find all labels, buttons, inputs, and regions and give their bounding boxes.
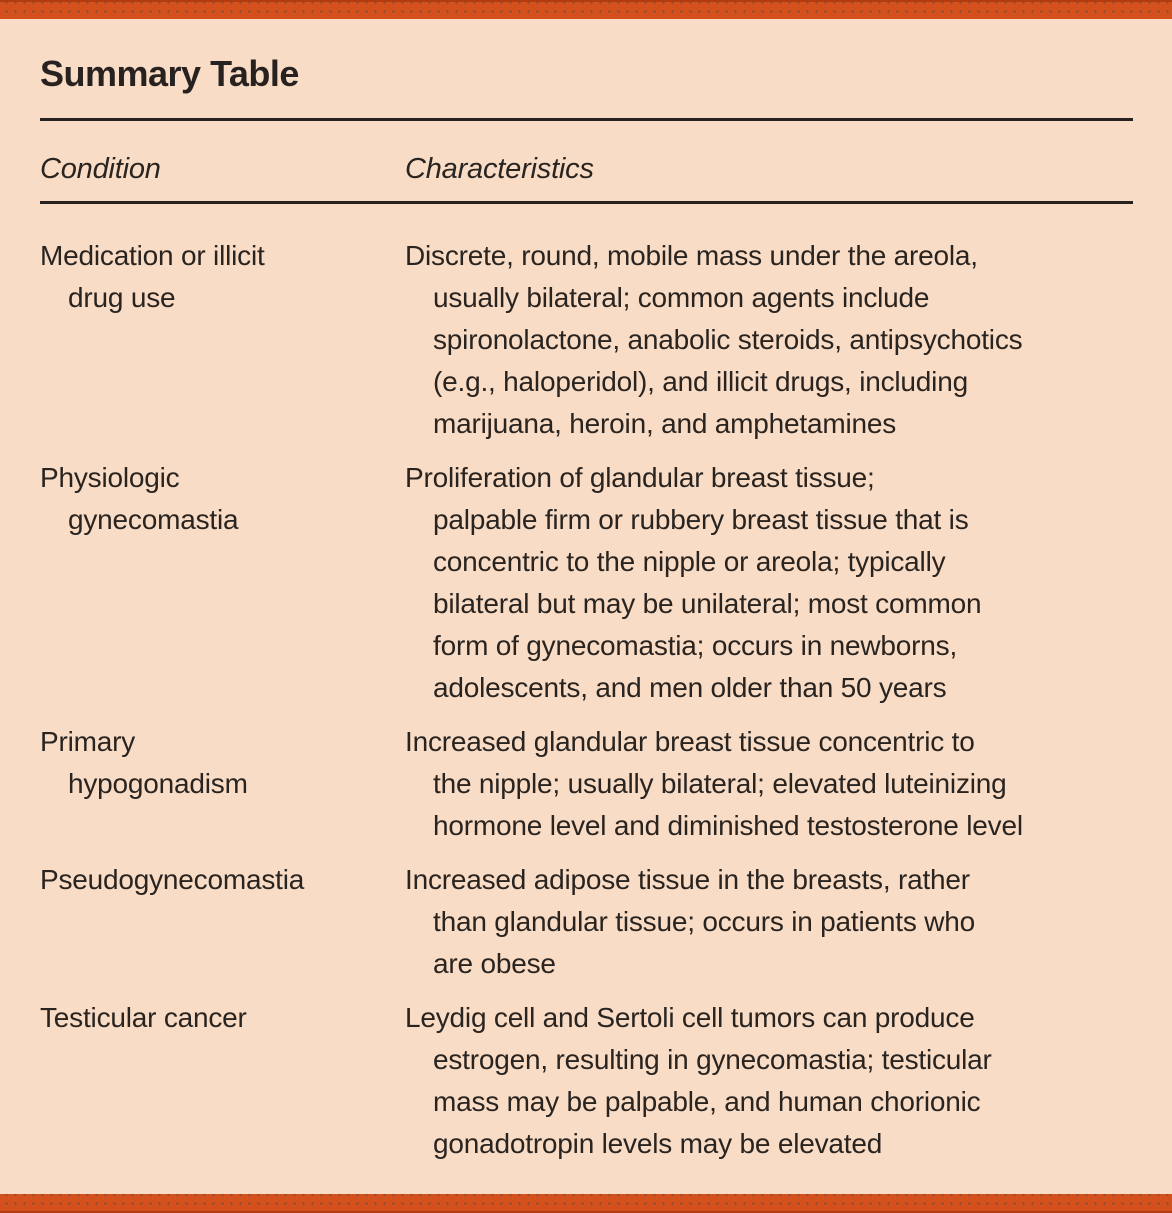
- characteristics-line: mass may be palpable, and human chorionic: [433, 1086, 981, 1117]
- characteristics-cell: [405, 721, 1133, 847]
- characteristics-cell: [405, 997, 1133, 1165]
- characteristics-cell: [405, 457, 1133, 709]
- characteristics-line: hormone level and diminished testosterone level: [433, 810, 1023, 841]
- column-header-condition: Condition: [40, 153, 161, 185]
- characteristics-line: Increased adipose tissue in the breasts, rather: [405, 864, 970, 895]
- characteristics-line: concentric to the nipple or areola; typically: [433, 546, 946, 577]
- column-header-characteristics: Characteristics: [405, 153, 594, 185]
- characteristics-line: adolescents, and men older than 50 years: [433, 672, 947, 703]
- characteristics-cell: [405, 235, 1133, 445]
- characteristics-cell: [405, 859, 1133, 985]
- table-row: [40, 457, 1133, 709]
- condition-line: Medication or illicit: [40, 240, 265, 271]
- characteristics-line: than glandular tissue; occurs in patients who: [433, 906, 975, 937]
- condition-line: drug use: [68, 282, 176, 313]
- bottom-accent-bar: [0, 1194, 1172, 1213]
- characteristics-line: the nipple; usually bilateral; elevated luteinizing: [433, 768, 1007, 799]
- characteristics-line: marijuana, heroin, and amphetamines: [433, 408, 897, 439]
- condition-cell: [40, 997, 405, 1165]
- characteristics-line: Proliferation of glandular breast tissue;: [405, 462, 875, 493]
- condition-line: hypogonadism: [68, 768, 248, 799]
- condition-line: Physiologic: [40, 462, 180, 493]
- condition-line: Pseudogynecomastia: [40, 864, 305, 895]
- condition-line: gynecomastia: [68, 504, 239, 535]
- table-body: [40, 204, 1133, 1165]
- condition-cell: [40, 859, 405, 985]
- characteristics-line: gonadotropin levels may be elevated: [433, 1128, 883, 1159]
- title-rule: [40, 118, 1133, 121]
- table-header-row: [40, 148, 1133, 190]
- characteristics-line: Discrete, round, mobile mass under the areola,: [405, 240, 978, 271]
- characteristics-line: Increased glandular breast tissue concentric to: [405, 726, 975, 757]
- characteristics-line: form of gynecomastia; occurs in newborns,: [433, 630, 958, 661]
- table-row: [40, 235, 1133, 445]
- table-row: [40, 721, 1133, 847]
- characteristics-line: Leydig cell and Sertoli cell tumors can produce: [405, 1002, 975, 1033]
- characteristics-line: usually bilateral; common agents include: [433, 282, 930, 313]
- characteristics-line: palpable firm or rubbery breast tissue that is: [433, 504, 969, 535]
- table-content: [0, 19, 1172, 1177]
- table-row: [40, 997, 1133, 1165]
- condition-cell: [40, 235, 405, 445]
- characteristics-line: (e.g., haloperidol), and illicit drugs, including: [433, 366, 968, 397]
- top-accent-bar: [0, 0, 1172, 19]
- condition-line: Primary: [40, 726, 136, 757]
- characteristics-line: bilateral but may be unilateral; most common: [433, 588, 982, 619]
- page-title: Summary Table: [40, 53, 299, 94]
- table-row: [40, 859, 1133, 985]
- condition-cell: [40, 457, 405, 709]
- characteristics-line: are obese: [433, 948, 556, 979]
- characteristics-line: spironolactone, anabolic steroids, antipsychotics: [433, 324, 1023, 355]
- condition-cell: [40, 721, 405, 847]
- condition-line: Testicular cancer: [40, 1002, 247, 1033]
- characteristics-line: estrogen, resulting in gynecomastia; testicular: [433, 1044, 992, 1075]
